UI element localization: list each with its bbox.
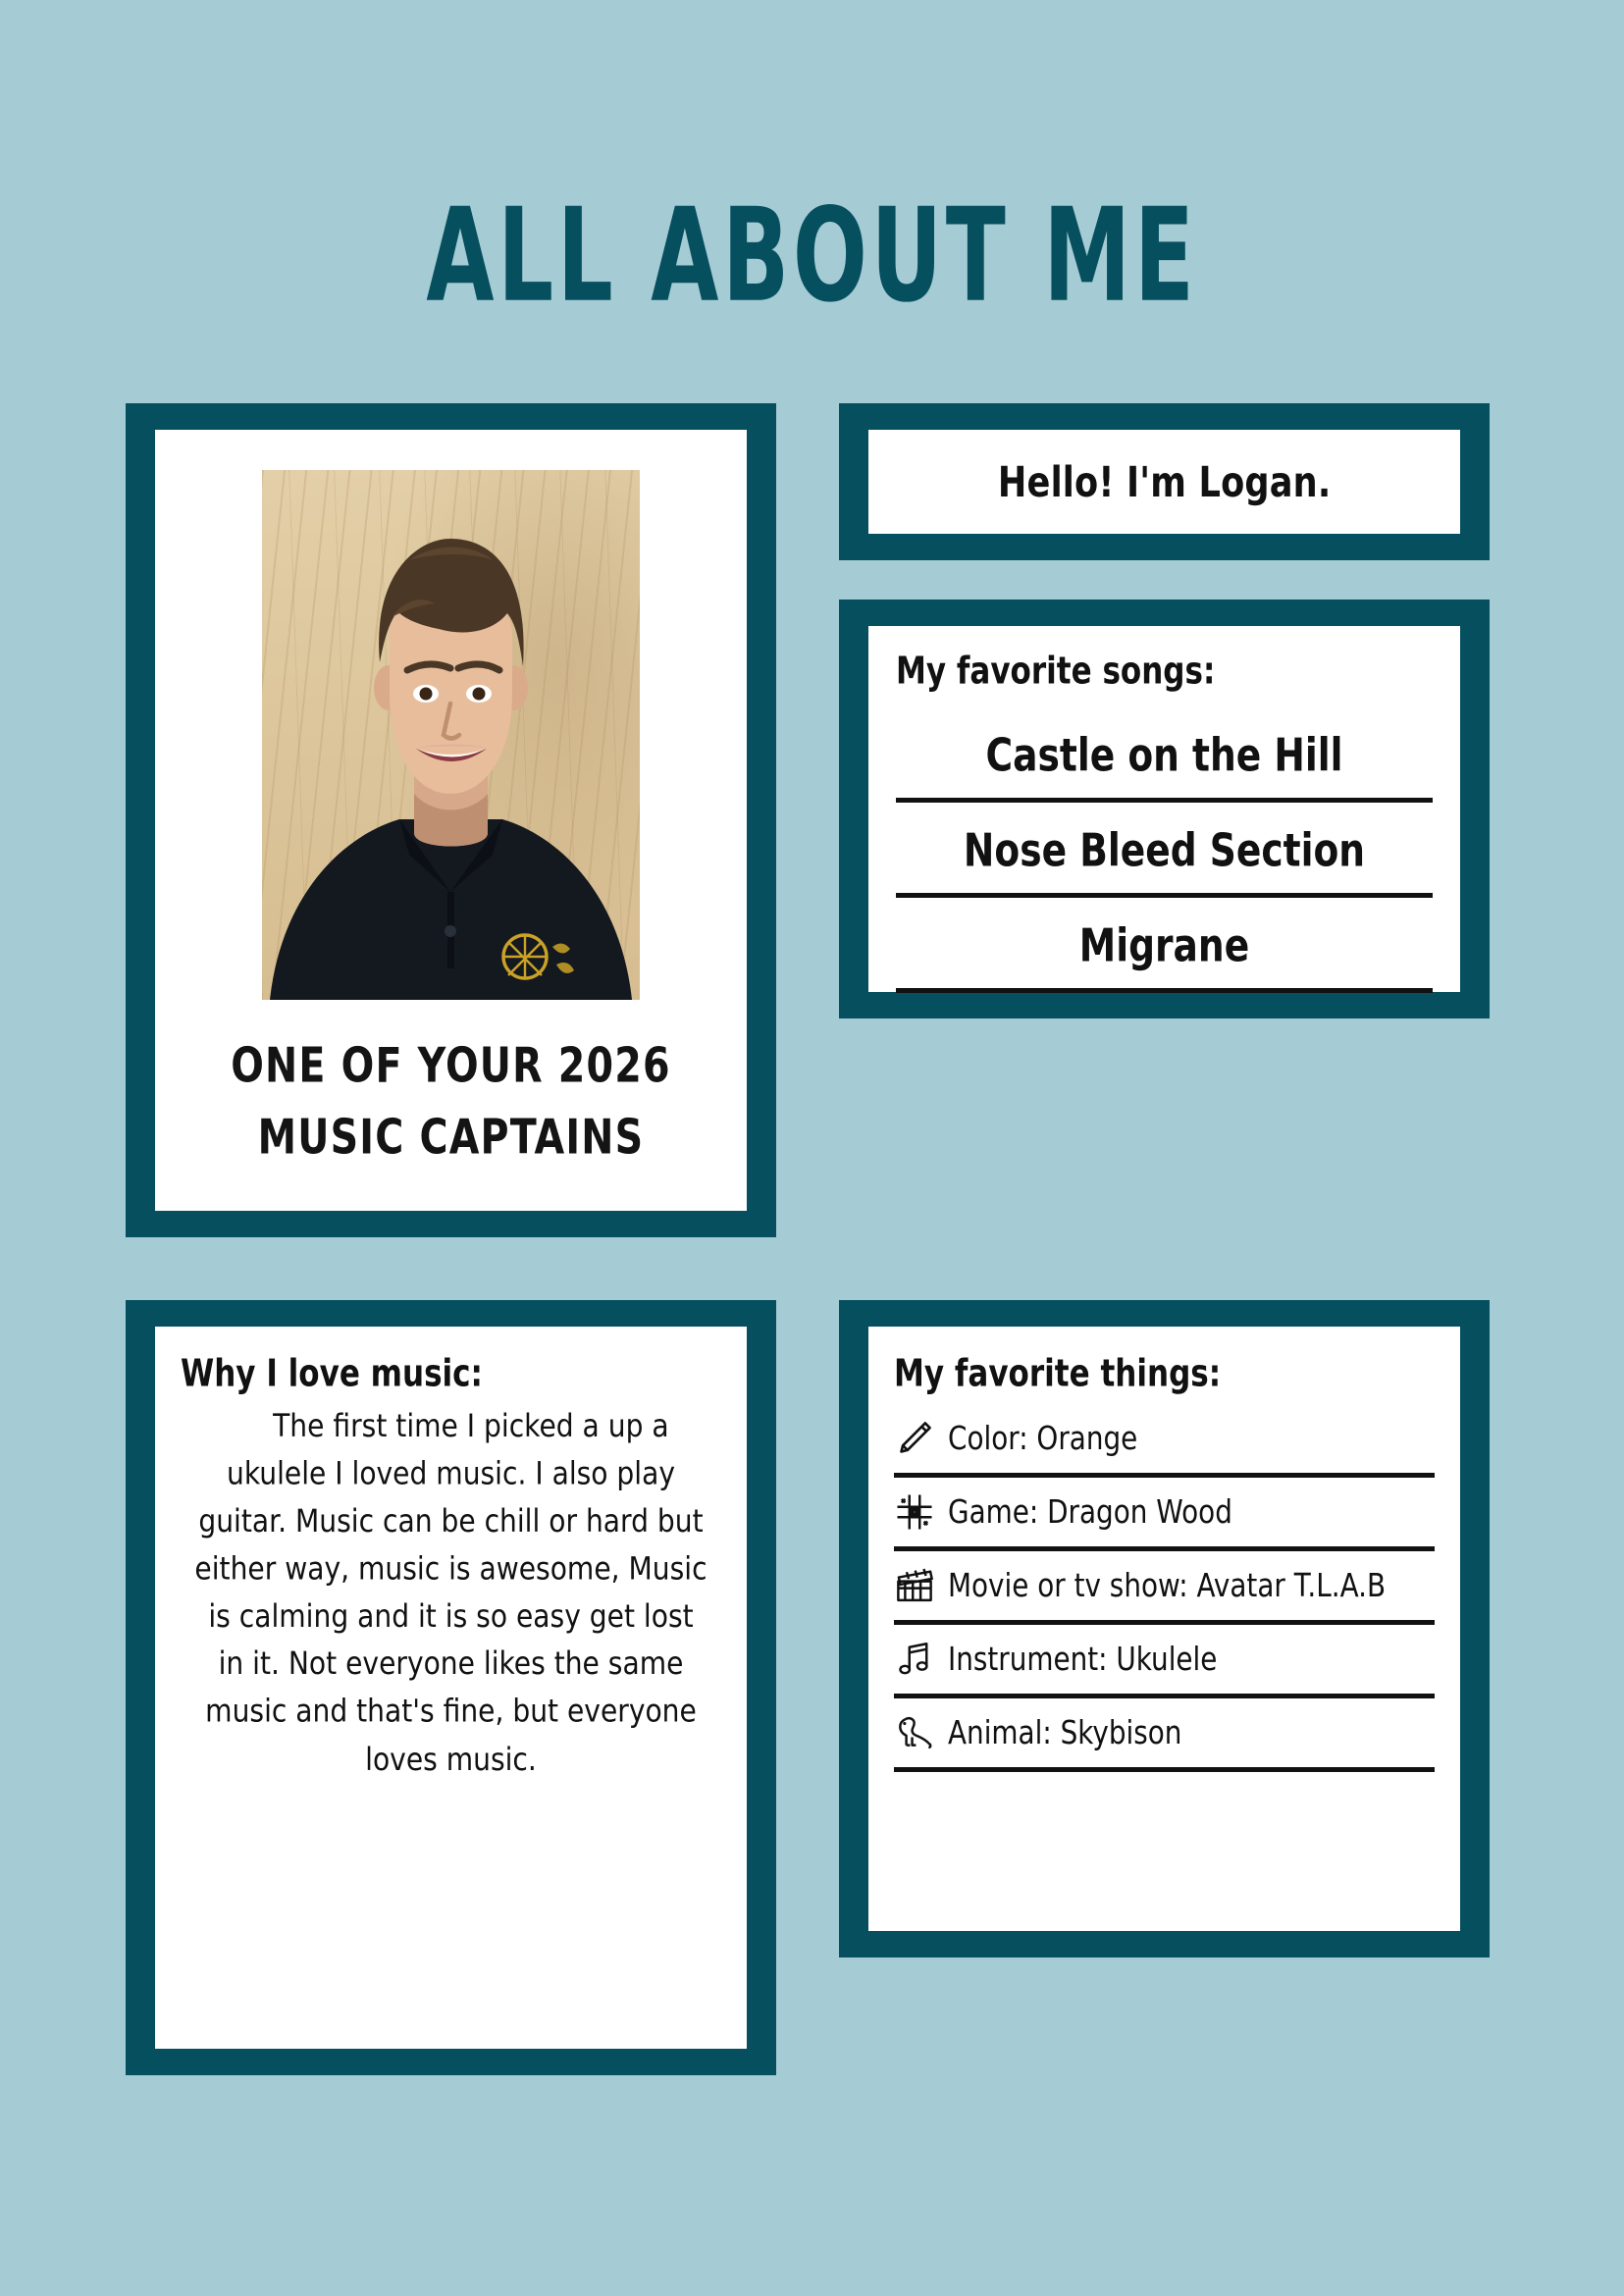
song-row	[896, 900, 1433, 993]
page-title: ALL ABOUT ME	[426, 182, 1198, 332]
photo-card-inner	[155, 430, 747, 1211]
portrait-illustration	[262, 470, 640, 1000]
song-row	[896, 709, 1433, 803]
favorite-things-card	[839, 1300, 1490, 1957]
portrait-photo	[262, 470, 640, 1000]
favorite-thing-label: Movie or tv show: Avatar T.L.A.B	[948, 1566, 1387, 1605]
favorite-thing-row	[894, 1478, 1435, 1551]
favorite-thing-label: Color: Orange	[948, 1419, 1138, 1458]
favorite-thing-label: Animal: Skybison	[948, 1713, 1182, 1752]
favorite-thing-row	[894, 1698, 1435, 1772]
favorite-things-inner	[868, 1327, 1460, 1931]
clapperboard-icon	[894, 1565, 935, 1606]
dinosaur-icon	[894, 1712, 935, 1753]
favorite-songs-card	[839, 600, 1490, 1018]
tic-tac-toe-icon	[894, 1491, 935, 1533]
hello-card	[839, 403, 1490, 560]
song-title: Migrane	[1078, 920, 1250, 972]
why-i-love-music-body: The first time I picked a up a ukulele I loved music. I also play guitar. Music can be chill or hard but either way, music is awesome, Music is calming and it is so easy get lost in it. Not everyone likes the same music and that's fine, but everyone loves music.	[194, 1407, 707, 1778]
song-title: Nose Bleed Section	[963, 825, 1366, 877]
song-title: Castle on the Hill	[985, 730, 1343, 782]
favorite-thing-row	[894, 1404, 1435, 1478]
why-i-love-music-card	[126, 1300, 776, 2075]
why-i-love-music-heading: Why I love music:	[181, 1350, 483, 1395]
photo-caption	[155, 1030, 747, 1174]
photo-card	[126, 403, 776, 1237]
why-i-love-music-inner	[155, 1327, 747, 2049]
favorite-thing-row	[894, 1551, 1435, 1625]
photo-caption-line-2: MUSIC CAPTAINS	[257, 1109, 645, 1166]
photo-caption-line-1: ONE OF YOUR 2026	[231, 1037, 671, 1094]
hello-text: Hello! I'm Logan.	[997, 457, 1332, 506]
hello-card-inner	[868, 430, 1460, 534]
favorite-songs-heading: My favorite songs:	[896, 648, 1216, 693]
music-note-icon	[894, 1639, 935, 1680]
favorite-songs-inner	[868, 626, 1460, 992]
favorite-thing-label: Instrument: Ukulele	[948, 1640, 1218, 1679]
favorite-things-heading: My favorite things:	[894, 1350, 1222, 1395]
favorite-thing-row	[894, 1625, 1435, 1698]
song-row	[896, 805, 1433, 898]
favorite-thing-label: Game: Dragon Wood	[948, 1492, 1232, 1532]
pencil-icon	[894, 1418, 935, 1459]
